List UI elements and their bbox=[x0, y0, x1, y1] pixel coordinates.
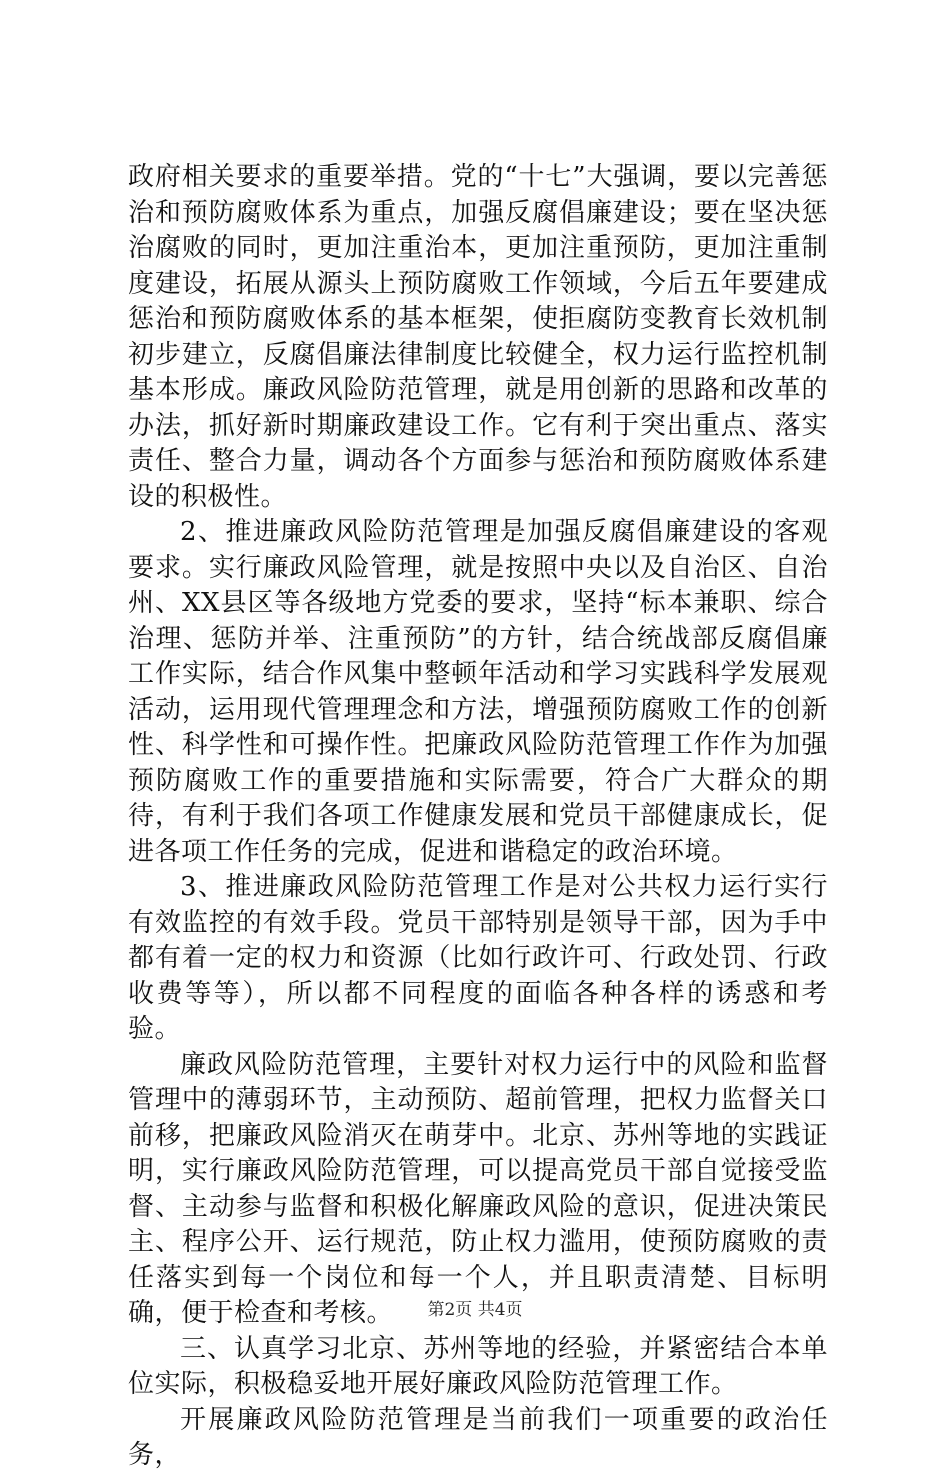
paragraph-5: 三、认真学习北京、苏州等地的经验，并紧密结合本单位实际，积极稳妥地开展好廉政风险防范管理工作。 bbox=[128, 1333, 828, 1399]
document-body bbox=[128, 160, 828, 1474]
paragraph-6: 开展廉政风险防范管理是当前我们一项重要的政治任务， bbox=[128, 1404, 828, 1470]
paragraph-2: 2、推进廉政风险防范管理是加强反腐倡廉建设的客观要求。实行廉政风险管理，就是按照中央以及自治区、自治州、XX县区等各级地方党委的要求，坚持“标本兼职、综合治理、惩防并举、注重预防”的方针，结合统战部反腐倡廉工作实际，结合作风集中整顿年活动和学习实践科学发展观活动，运用现代管理理念和方法，增强预防腐败工作的创新性、科学性和可操作性。把廉政风险防范管理工作作为加强预防腐败工作的重要措施和实际需要，符合广大群众的期待，有利于我们各项工作健康发展和党员干部健康成长，促进各项工作任务的完成，促进和谐稳定的政治环境。 bbox=[128, 517, 828, 867]
paragraph-4: 廉政风险防范管理，主要针对权力运行中的风险和监督管理中的薄弱环节，主动预防、超前管理，把权力监督关口前移，把廉政风险消灭在萌芽中。北京、苏州等地的实践证明，实行廉政风险防范管理，可以提高党员干部自觉接受监督、主动参与监督和积极化解廉政风险的意识，促进决策民主、程序公开、运行规范，防止权力滥用，使预防腐败的责任落实到每一个岗位和每一个人，并且职责清楚、目标明确，便于检查和考核。 bbox=[128, 1049, 828, 1328]
paragraph-1: 政府相关要求的重要举措。党的“十七”大强调，要以完善惩治和预防腐败体系为重点，加强反腐倡廉建设；要在坚决惩治腐败的同时，更加注重治本，更加注重预防，更加注重制度建设，拓展从源头上预防腐败工作领域，今后五年要建成惩治和预防腐败体系的基本框架，使拒腐防变教育长效机制初步建立，反腐倡廉法律制度比较健全，权力运行监控机制基本形成。廉政风险防范管理，就是用创新的思路和改革的办法，抓好新时期廉政建设工作。它有利于突出重点、落实责任、整合力量，调动各个方面参与惩治和预防腐败体系建设的积极性。 bbox=[128, 162, 828, 512]
page-number-footer: 第2页 共4页 bbox=[427, 1300, 523, 1320]
paragraph-3: 3、推进廉政风险防范管理工作是对公共权力运行实行有效监控的有效手段。党员干部特别是领导干部，因为手中都有着一定的权力和资源（比如行政许可、行政处罚、行政收费等等），所以都不同程度的面临各种各样的诱惑和考验。 bbox=[128, 872, 828, 1044]
